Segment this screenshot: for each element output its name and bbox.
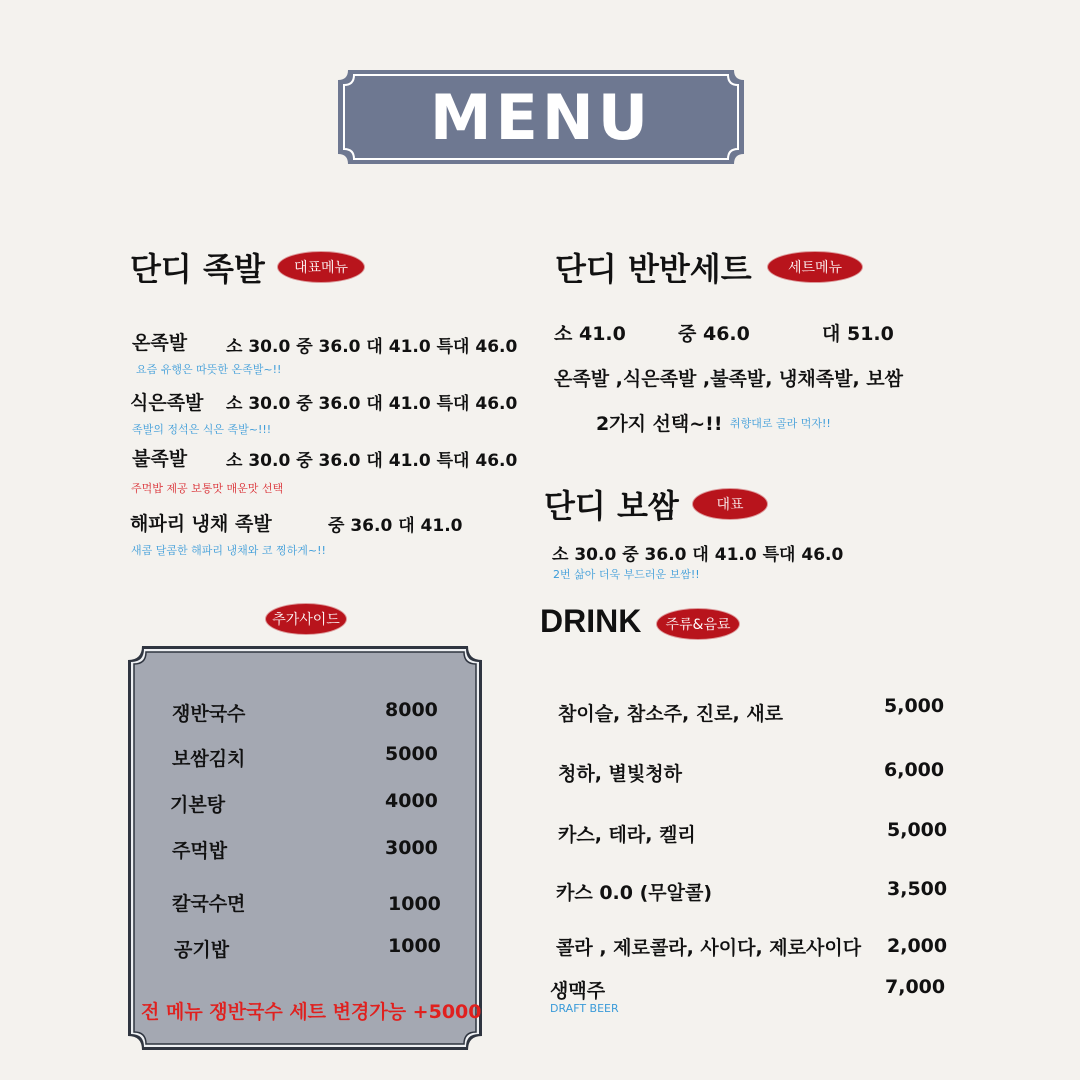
jokbal-item-note: 주먹밥 제공 보통맛 매운맛 선택: [131, 482, 284, 495]
side-item-name: 보쌈김치: [172, 748, 246, 770]
banban-options: 온족발 ,식은족발 ,불족발, 냉채족발, 보쌈: [554, 368, 903, 390]
side-item-price: 1000: [388, 893, 441, 915]
side-item-name: 쟁반국수: [172, 703, 246, 725]
drink-item-price: 3,500: [887, 878, 948, 900]
side-footer-note: 전 메뉴 쟁반국수 세트 변경가능 +5000: [141, 1001, 482, 1023]
drink-badge: 주류&음료: [657, 609, 739, 639]
banban-title: 단디 반반세트: [555, 250, 752, 288]
drink-item-name: 카스 0.0 (무알콜): [556, 882, 713, 904]
drink-item-price: 5,000: [887, 819, 948, 841]
drink-item-name: 청하, 별빛청하: [558, 763, 682, 785]
banban-price-small: 소 41.0: [554, 323, 626, 345]
drink-item-name: 카스, 테라, 켈리: [558, 824, 696, 846]
jokbal-item-name: 온족발: [132, 332, 188, 354]
side-item-price: 1000: [388, 935, 441, 957]
jokbal-item-prices: 소 30.0 중 36.0 대 41.0 특대 46.0: [226, 451, 518, 471]
drink-item-price: 2,000: [887, 935, 948, 957]
bossam-badge: 대표: [693, 489, 767, 519]
jokbal-item-name: 불족발: [132, 448, 188, 470]
banban-choose-note: 취향대로 골라 먹자!!: [730, 417, 831, 430]
side-item-price: 8000: [385, 699, 438, 721]
drink-item-price: 7,000: [885, 976, 946, 998]
side-item-price: 3000: [385, 837, 438, 859]
banban-price-medium: 중 46.0: [678, 323, 750, 345]
side-item-price: 4000: [385, 790, 438, 812]
side-item-name: 칼국수면: [172, 893, 246, 915]
bossam-title: 단디 보쌈: [544, 487, 679, 525]
jokbal-item-note: 요즘 유행은 따뜻한 온족발~!!: [136, 363, 282, 376]
drink-item-name: 콜라 , 제로콜라, 사이다, 제로사이다: [556, 937, 862, 959]
drink-item-name: 참이슬, 참소주, 진로, 새로: [558, 703, 784, 725]
drink-item-price: 6,000: [884, 759, 945, 781]
side-item-name: 기본탕: [170, 794, 226, 816]
menu-title: MENU: [429, 80, 653, 154]
jokbal-title: 단디 족발: [130, 250, 265, 288]
jokbal-item-name: 해파리 냉채 족발: [130, 513, 272, 535]
drink-item-price: 5,000: [884, 695, 945, 717]
side-item-price: 5000: [385, 743, 438, 765]
bossam-note: 2번 삶아 더욱 부드러운 보쌈!!: [553, 568, 700, 581]
jokbal-item-note: 족발의 정석은 식은 족발~!!!: [132, 423, 272, 436]
jokbal-item-name: 식은족발: [130, 392, 204, 414]
jokbal-item-prices: 소 30.0 중 36.0 대 41.0 특대 46.0: [226, 337, 518, 357]
drink-item-subtitle: DRAFT BEER: [550, 1002, 619, 1015]
drink-item-name: 생맥주: [550, 980, 606, 1002]
drink-title: DRINK: [540, 603, 642, 639]
banban-badge: 세트메뉴: [768, 252, 862, 282]
bossam-prices: 소 30.0 중 36.0 대 41.0 특대 46.0: [552, 545, 844, 565]
menu-banner: [338, 70, 744, 164]
jokbal-badge: 대표메뉴: [278, 252, 364, 282]
jokbal-item-prices: 소 30.0 중 36.0 대 41.0 특대 46.0: [226, 394, 518, 414]
jokbal-item-note: 새콤 달콤한 해파리 냉채와 코 찡하게~!!: [131, 544, 326, 557]
side-badge: 추가사이드: [266, 604, 346, 634]
side-item-name: 공기밥: [174, 939, 230, 961]
jokbal-item-prices: 중 36.0 대 41.0: [328, 516, 463, 536]
banban-price-large: 대 51.0: [822, 323, 894, 345]
banban-choose: 2가지 선택~!!: [596, 413, 723, 435]
side-item-name: 주먹밥: [172, 840, 228, 862]
